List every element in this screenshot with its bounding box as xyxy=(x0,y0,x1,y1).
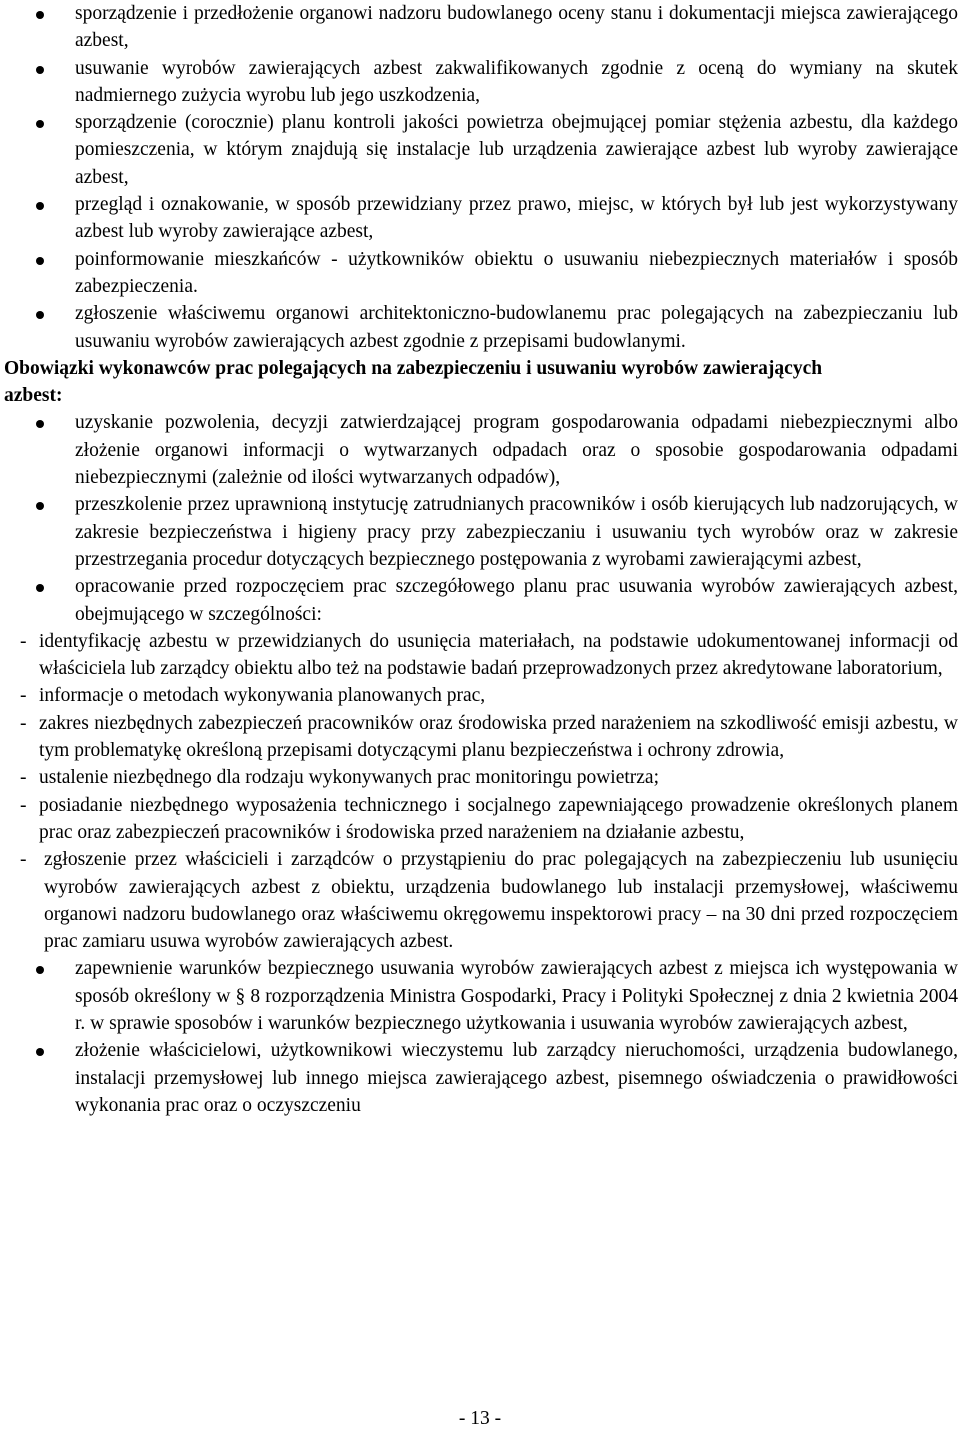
dash-marker: - xyxy=(20,849,27,871)
list-item: przeszkolenie przez uprawnioną instytucję zatrudnianych pracowników i osób kierujących lub nadzorujących, w zakresie bezpieczeństwa i higieny pracy przy zabezpieczaniu i usuwaniu tych wyrobów oraz w zakresie przestrzegania procedur dotyczących bezpiecznego postępowania z wyrobami zawierającymi azbest, xyxy=(0,491,960,573)
bullet-icon xyxy=(36,120,44,128)
work-plan-list xyxy=(0,628,960,956)
owner-obligations-list xyxy=(0,0,960,355)
section-heading: Obowiązki wykonawców prac polegających na zabezpieczeniu i usuwaniu wyrobów zawierających azbest: xyxy=(4,357,823,407)
list-item: - posiadanie niezbędnego wyposażenia technicznego i socjalnego zapewniającego prowadzenie określonych planem prac oraz zabezpieczeń pracowników i środowiska przed narażeniem na działanie azbestu, xyxy=(0,792,960,847)
contractor-obligations-list xyxy=(0,409,960,627)
dash-marker: - xyxy=(20,712,27,734)
list-item: opracowanie przed rozpoczęciem prac szczegółowego planu prac usuwania wyrobów zawierających azbest, obejmującego w szczególności: xyxy=(0,573,960,628)
list-item: złożenie właścicielowi, użytkownikowi wieczystemu lub zarządcy nieruchomości, urządzenia budowlanego, instalacji przemysłowej lub innego miejsca zawierającego azbest, pisemnego oświadczenia o prawidłowości wykonania prac oraz o oczyszczeniu xyxy=(0,1037,960,1119)
bullet-icon xyxy=(36,1048,44,1056)
final-obligations-list xyxy=(0,955,960,1119)
bullet-icon xyxy=(36,420,44,428)
bullet-icon xyxy=(36,202,44,210)
bullet-icon xyxy=(36,502,44,510)
bullet-icon xyxy=(36,584,44,592)
bullet-icon xyxy=(36,311,44,319)
dash-marker: - xyxy=(20,630,27,652)
list-item: przegląd i oznakowanie, w sposób przewidziany przez prawo, miejsc, w których był lub jest wykorzystywany azbest lub wyroby zawierające azbest, xyxy=(0,191,960,246)
bullet-icon xyxy=(36,11,44,19)
bullet-icon xyxy=(36,66,44,74)
list-item: - informacje o metodach wykonywania planowanych prac, xyxy=(0,682,960,709)
bullet-icon xyxy=(36,966,44,974)
list-item: - identyfikację azbestu w przewidzianych do usunięcia materiałach, na podstawie udokumentowanej informacji od właściciela lub zarządcy obiektu albo też na podstawie badań przeprowadzonych przez akredytowane laboratorium, xyxy=(0,628,960,683)
list-item: sporządzenie (corocznie) planu kontroli jakości powietrza obejmującej pomiar stężenia azbestu, dla każdego pomieszczenia, w którym znajdują się instalacje lub urządzenia zawierające azbest lub wyroby zawierające azbest, xyxy=(0,109,960,191)
list-item: - zgłoszenie przez właścicieli i zarządców o przystąpieniu do prac polegających na zabezpieczeniu lub usunięciu wyrobów zawierających azbest z obiektu, urządzenia budowlanego lub instalacji przemysłowej, właściwemu organowi nadzoru budowlanego oraz właściwemu okręgowemu inspektorowi pracy – na 30 dni przed rozpoczęciem prac zamiaru usuwa wyrobów zawierających azbest. xyxy=(0,846,960,955)
dash-marker: - xyxy=(20,794,27,816)
dash-marker: - xyxy=(20,767,27,789)
list-item: zgłoszenie właściwemu organowi architektoniczno-budowlanemu prac polegających na zabezpieczaniu lub usuwaniu wyrobów zawierających azbest zgodnie z przepisami budowlanymi. xyxy=(0,300,960,355)
list-item: usuwanie wyrobów zawierających azbest zakwalifikowanych zgodnie z oceną do wymiany na skutek nadmiernego zużycia wyrobu lub jego uszkodzenia, xyxy=(0,55,960,110)
list-item: - zakres niezbędnych zabezpieczeń pracowników oraz środowiska przed narażeniem na szkodliwość emisji azbestu, w tym problematykę określoną przepisami dotyczącymi planu bezpieczeństwa i ochrony zdrowia, xyxy=(0,710,960,765)
list-item: zapewnienie warunków bezpiecznego usuwania wyrobów zawierających azbest z miejsca ich występowania w sposób określony w § 8 rozporządzenia Ministra Gospodarki, Pracy i Polityki Społecznej z dnia 2 kwietnia 2004 r. w sprawie sposobów i warunków bezpiecznego użytkowania i usuwania wyrobów zawierających azbest, xyxy=(0,955,960,1037)
list-item: poinformowanie mieszkańców - użytkowników obiektu o usuwaniu niebezpiecznych materiałów i sposób zabezpieczenia. xyxy=(0,246,960,301)
list-item: uzyskanie pozwolenia, decyzji zatwierdzającej program gospodarowania odpadami niebezpiecznymi albo złożenie organowi informacji o wytwarzanych odpadach oraz o sposobie gospodarowania odpadami niebezpiecznymi (zależnie od ilości wytwarzanych odpadów), xyxy=(0,409,960,491)
list-item: - ustalenie niezbędnego dla rodzaju wykonywanych prac monitoringu powietrza; xyxy=(0,764,960,791)
list-item: sporządzenie i przedłożenie organowi nadzoru budowlanego oceny stanu i dokumentacji miejsca zawierającego azbest, xyxy=(0,0,960,55)
page-number: - 13 - xyxy=(458,1408,502,1429)
bullet-icon xyxy=(36,257,44,265)
dash-marker: - xyxy=(20,685,27,707)
